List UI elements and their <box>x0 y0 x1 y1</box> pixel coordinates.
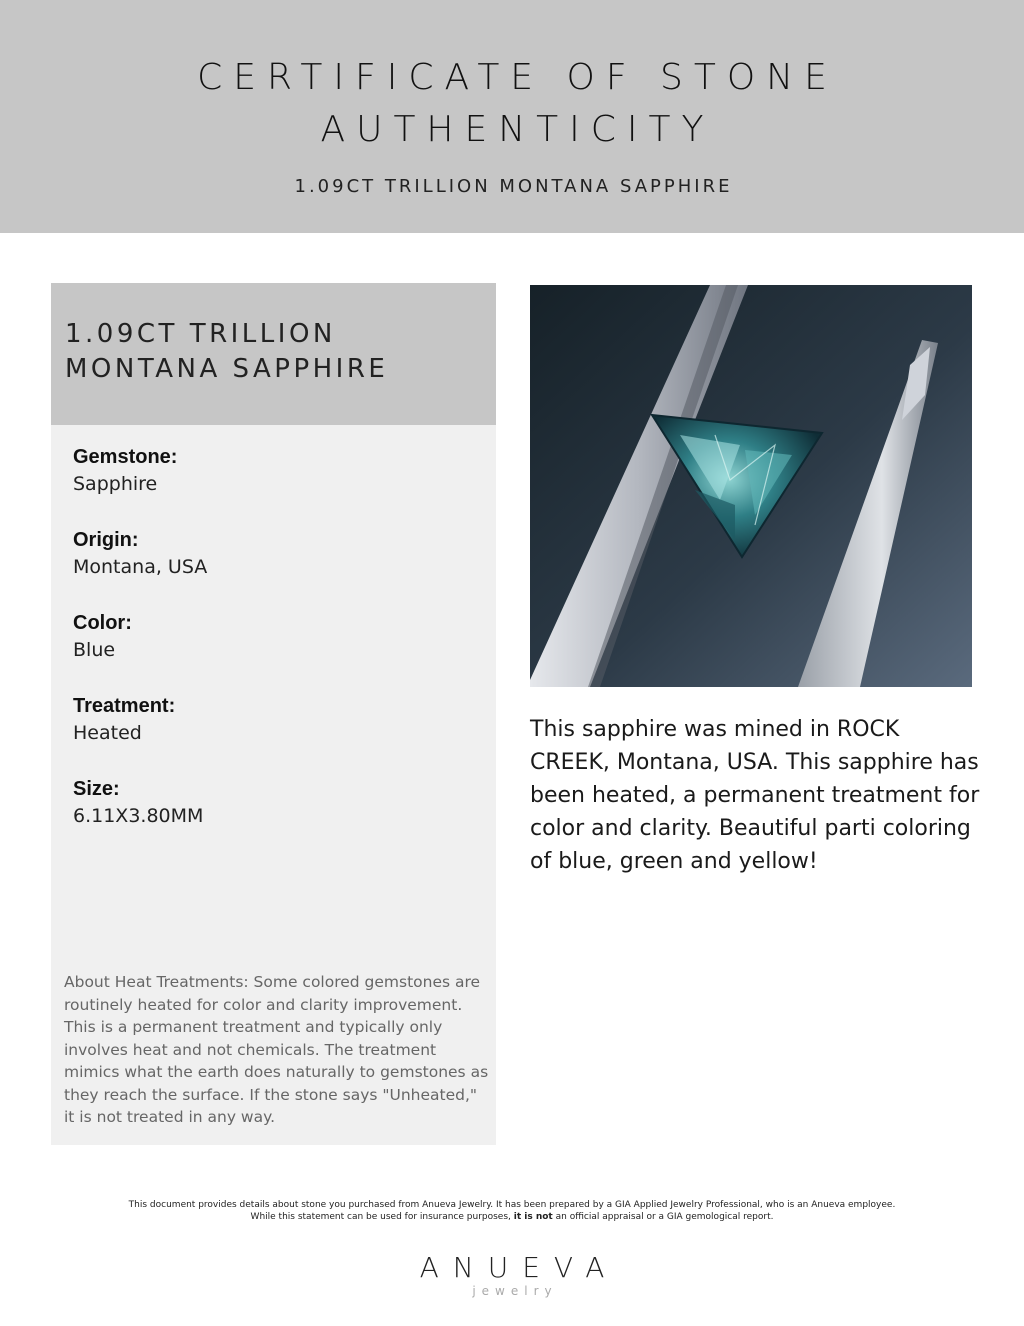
spec-size <box>73 776 473 830</box>
disclaimer-emphasis: it is not <box>513 1212 553 1222</box>
spec-value: Heated <box>73 722 142 744</box>
spec-color <box>73 610 473 664</box>
heat-treatment-note: About Heat Treatments: Some colored gemstones are routinely heated for color and clarity improvement. This is a permanent treatment and typically only involves heat and not chemicals. The treatment mimics what the earth does naturally to gemstones as they reach the surface. If the stone says "Unheated," it is not treated in any way. <box>64 973 489 1126</box>
spec-label: Gemstone: <box>73 446 178 468</box>
spec-value: 6.11X3.80MM <box>73 805 204 827</box>
logo-wordmark: ANUEVA <box>419 1251 619 1284</box>
disclaimer-line-1: This document provides details about stone you purchased from Anueva Jewelry. It has been prepared by a GIA Applied Jewelry Professional, who is an Anueva employee. <box>128 1200 896 1210</box>
spec-label: Origin: <box>73 529 139 551</box>
stone-details-header <box>51 283 496 425</box>
spec-label: Size: <box>73 778 120 800</box>
header-band <box>0 0 1024 233</box>
spec-origin <box>73 527 473 581</box>
logo-subtext: jewelry <box>472 1284 558 1298</box>
disclaimer-text: While this statement can be used for insurance purposes, <box>250 1212 514 1222</box>
disclaimer-line-2 <box>0 1211 1024 1223</box>
spec-value: Blue <box>73 639 116 661</box>
certificate-subtitle: 1.09CT TRILLION MONTANA SAPPHIRE <box>294 176 733 197</box>
stone-description: This sapphire was mined in ROCK CREEK, Montana, USA. This sapphire has been heated, a permanent treatment for color and clarity. Beautiful parti coloring of blue, green and yellow! <box>530 717 980 874</box>
disclaimer-text: an official appraisal or a GIA gemological report. <box>552 1212 774 1222</box>
anueva-logo <box>0 1252 1024 1298</box>
stone-details-panel <box>51 283 496 1145</box>
sapphire-photo <box>530 285 972 687</box>
certificate-title: CERTIFICATE OF STONE AUTHENTICITY <box>197 57 838 150</box>
spec-value: Sapphire <box>73 473 158 495</box>
spec-treatment <box>73 693 473 747</box>
disclaimer-footer <box>0 1199 1024 1223</box>
spec-gemstone <box>73 444 473 498</box>
spec-label: Treatment: <box>73 695 176 717</box>
spec-value: Montana, USA <box>73 556 208 578</box>
stone-name: 1.09CT TRILLION MONTANA SAPPHIRE <box>65 319 389 384</box>
sapphire-in-tweezers-photo <box>530 285 972 687</box>
spec-label: Color: <box>73 612 132 634</box>
